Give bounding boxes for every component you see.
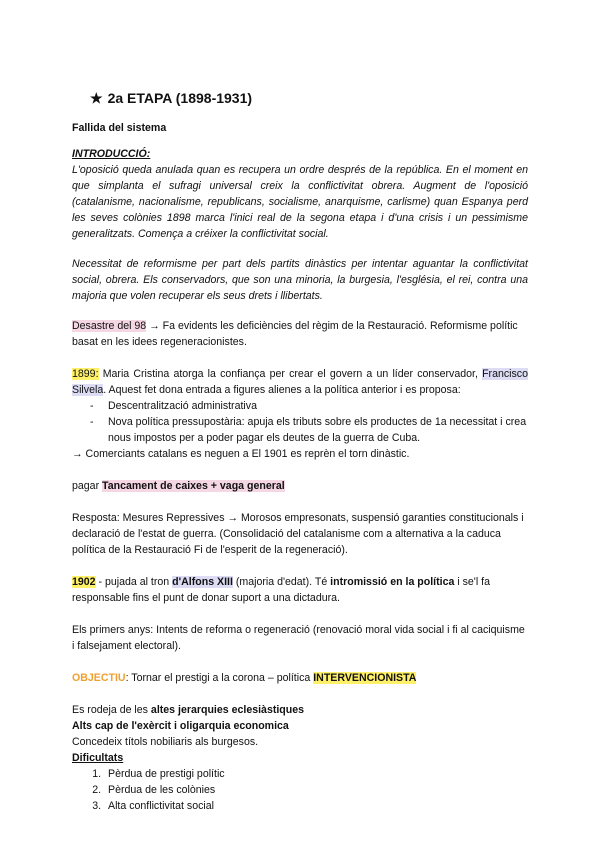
rodeja-bold: altes jerarquies eclesiàstiques [150,704,305,716]
intro-paragraph: L'oposició queda anulada quan es recupera un ordre després de la república. En el moment en que simplanta el sufragi universal creix la conflictivitat obrera. Augment de l'oposició (catalanisme, nacionalisme, republicans, socialisme, anarquisme, carlisme) quan Espanya perd les seves colònies 1898 marca l'inici real de la segona etapa i d'una crisis i un pessimisme generalitzats. Comença a créixer la conflictivitat social. [72,164,528,240]
list-item: 1. Pèrdua de prestigi polític [104,766,528,782]
y1899-list [72,398,528,446]
primers-paragraph: Els primers anys: Intents de reforma o regeneració (renovació moral vida social i fi al caciquisme i falsejament electoral). [72,624,525,652]
subtitle: Fallida del sistema [72,122,167,134]
y1902-text-b: (majoria d'edat). Té [232,576,331,588]
y1899-year: 1899: [72,368,99,380]
section-title: 2a ETAPA (1898-1931) [107,90,253,106]
rodeja-line [72,702,528,718]
y1899-text-b: . Aquest fet dona entrada a figures alienes a la política anterior i es proposa: [103,384,461,396]
pagar-prefix: pagar [72,480,103,492]
desastre-text: → Fa evidents les deficiències del règim de la Restauració. Reformisme polític basat en les idees regeneracionistes. [72,320,518,348]
y1902-text-c: i se'l fa responsable fins el punt de donar suport a una dictadura. [72,576,490,604]
star-icon: ★ [90,90,103,106]
y1899-result: → Comerciants catalans es neguen a El 1901 es reprèn el torn dinàstic. [72,448,410,460]
intromissio: intromissió en la política [330,576,455,588]
list-item: 3. Alta conflictivitat social [104,798,528,814]
silvela-name: Francisco Silvela [72,368,528,396]
desastre-label: Desastre del 98 [72,320,147,332]
alts-line: Alts cap de l'exèrcit i oligarquia economica [72,720,289,732]
objectiu-label: OBJECTIU [72,672,126,684]
section-heading [90,88,528,108]
intro-paragraph-2: Necessitat de reformisme per part dels partits dinàstics per intentar aguantar la conflictivitat social, obrera. Els conservadors, que son una minoria, la burgesia, l'església, el rei, contra una majoria que volen recuperar els seus drets i llibertats. [72,258,528,302]
y1902-paragraph [72,574,528,606]
intro-label: INTRODUCCIÓ: [72,148,151,160]
list-item: 2. Pèrdua de les colònies [104,782,528,798]
document-page [72,88,528,814]
pagar-highlight: Tancament de caixes + vaga general [102,480,285,492]
list-item: - Nova política pressupostària: apuja els tributs sobre els productes de 1a necessitat i crea nous impostos per a poder pagar els deutes de la guerra de Cuba. [90,414,528,446]
y1902-text-a: - pujada al tron [95,576,173,588]
objectiu-text: : Tornar el prestigi a la corona – política [125,672,314,684]
desastre-paragraph [72,318,528,350]
objectiu-highlight: INTERVENCIONISTA [313,672,417,684]
dificultats-list [72,766,528,814]
pagar-line [72,478,528,494]
objectiu-line [72,670,528,686]
alfons-name: d'Alfons XIII [172,576,233,588]
y1902-year: 1902 [72,576,96,588]
resposta-paragraph: Resposta: Mesures Repressives → Morosos empresonats, suspensió garanties constitucionals i declaració de l'estat de guerra. (Consolidació del catalanisme com a alternativa a la caduca política de la Restauració Fi de l'esperit de la regeneració). [72,512,524,556]
dificultats-title: Dificultats [72,752,124,764]
y1899-paragraph [72,366,528,398]
concedeix-line: Concedeix títols nobiliaris als burgesos. [72,736,259,748]
y1899-text-a: Maria Cristina atorga la confiança per crear el govern a un líder conservador, [98,368,483,380]
list-item: - Descentralització administrativa [90,398,528,414]
rodeja-text: Es rodeja de les [72,704,151,716]
